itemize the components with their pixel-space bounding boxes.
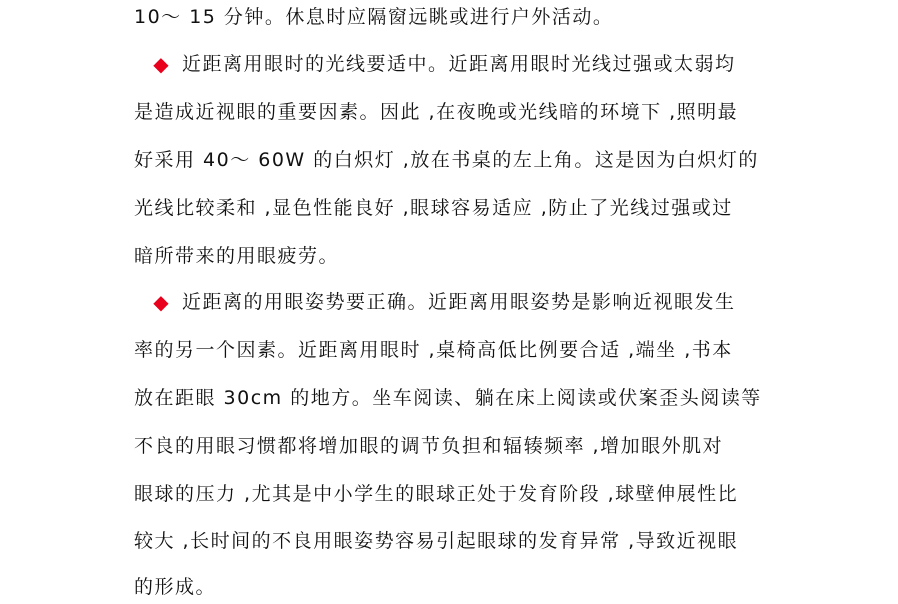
text-line: 光线比较柔和 ,显色性能良好 ,眼球容易适应 ,防止了光线过强或过 (134, 197, 733, 219)
diamond-bullet-icon: ◆ (153, 290, 169, 314)
text-line: 的形成。 (134, 576, 217, 598)
text-line: 眼球的压力 ,尤其是中小学生的眼球正处于发育阶段 ,球壁伸展性比 (134, 483, 739, 505)
paragraph-heading-lighting: 近距离用眼时的光线要适中。近距离用眼时光线过强或太弱均 (182, 53, 736, 75)
text-line: 较大 ,长时间的不良用眼姿势容易引起眼球的发育异常 ,导致近视眼 (134, 530, 739, 552)
text-line: 是造成近视眼的重要因素。因此 ,在夜晚或光线暗的环境下 ,照明最 (134, 101, 739, 123)
diamond-bullet-icon: ◆ (153, 52, 169, 76)
text-line: 好采用 40～ 60W 的白炽灯 ,放在书桌的左上角。这是因为白炽灯的 (134, 149, 759, 171)
text-line: 不良的用眼习惯都将增加眼的调节负担和辐辏频率 ,增加眼外肌对 (134, 435, 724, 457)
text-line: 暗所带来的用眼疲劳。 (134, 245, 340, 267)
text-line: 10～ 15 分钟。休息时应隔窗远眺或进行户外活动。 (134, 6, 614, 28)
paragraph-heading-posture: 近距离的用眼姿势要正确。近距离用眼姿势是影响近视眼发生 (182, 291, 736, 313)
text-line: 率的另一个因素。近距离用眼时 ,桌椅高低比例要合适 ,端坐 ,书本 (134, 339, 733, 361)
text-line: 放在距眼 30cm 的地方。坐车阅读、躺在床上阅读或伏案歪头阅读等 (134, 387, 762, 409)
